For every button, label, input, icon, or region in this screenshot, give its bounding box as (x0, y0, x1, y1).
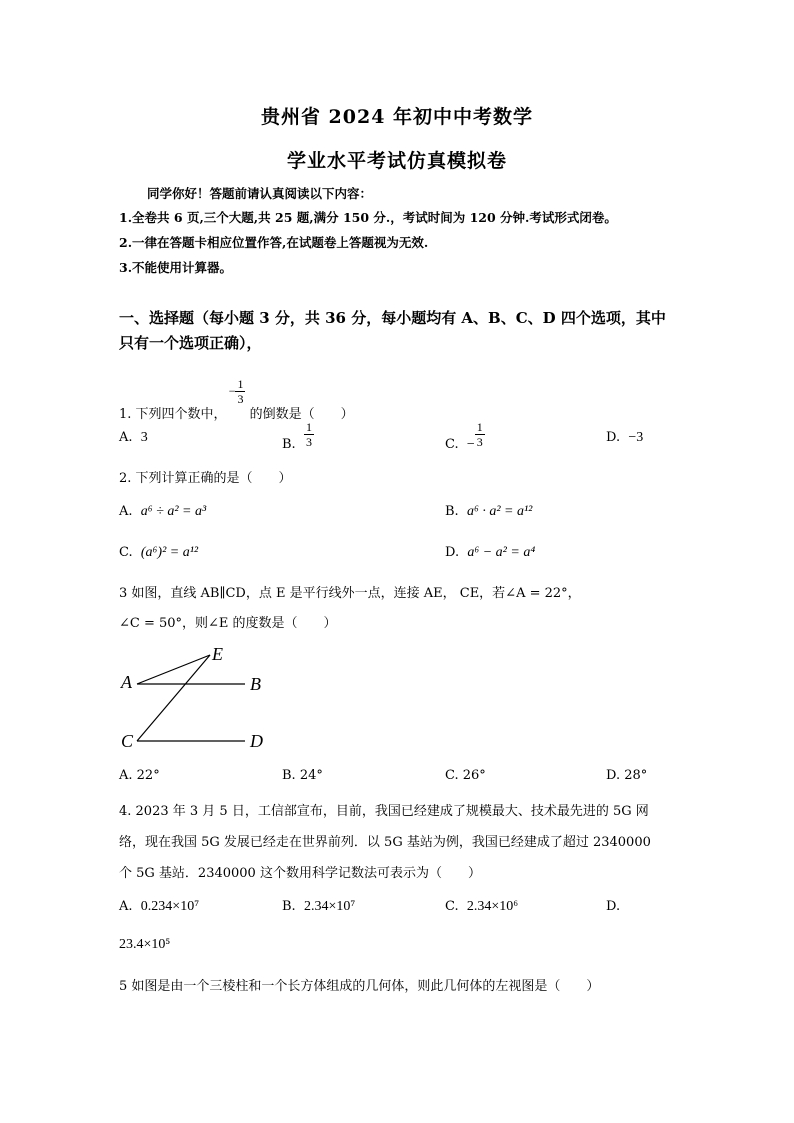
question-4-stem-line3: 个 5G 基站．2340000 这个数用科学记数法可表示为（ ） (119, 866, 481, 881)
q4-option-b-label: B. (282, 899, 296, 914)
q1-option-d-value: −3 (628, 430, 644, 445)
question-4-stem-line2: 络，现在我国 5G 发展已经走在世界前列．以 5G 基站为例，我国已经建成了超过 2340000 (119, 835, 651, 850)
notes-item-1: 1.全卷共 6 页,三个大题,共 25 题,满分 150 分.，考试时间为 120 分钟.考试形式闭卷。 (119, 210, 617, 225)
q1-option-a-value: 3 (140, 430, 148, 445)
q1-option-c (445, 420, 485, 452)
notes-item-3: 3.不能使用计算器。 (119, 260, 233, 275)
q1-b-den: 3 (305, 435, 312, 449)
q1-option-a (119, 430, 148, 446)
q3-option-b: B. 24° (282, 768, 323, 783)
q4-option-d-label: D. (606, 899, 621, 914)
q1-option-b (282, 420, 314, 452)
q4-option-c (445, 899, 518, 915)
q1-prefix: 1. 下列四个数中， (119, 407, 227, 422)
q2-option-d-label: D. (445, 545, 460, 560)
q1-fraction (235, 377, 245, 406)
question-4-stem-line1: 4. 2023 年 3 月 5 日，工信部宣布，目前，我国已经建成了规模最大、技术最先进的 5G 网 (119, 804, 649, 819)
q4-option-d-value: 23.4×10⁵ (119, 937, 171, 952)
question-3-stem-line1: 3 如图，直线 AB∥CD，点 E 是平行线外一点，连接 AE， CE，若∠A = 22°， (119, 586, 581, 601)
q2-option-c-label: C. (119, 545, 133, 560)
notes-item-2: 2.一律在答题卡相应位置作答,在试题卷上答题视为无效. (119, 235, 429, 250)
q3-parallel-lines-figure (110, 640, 280, 760)
q1-option-d (606, 430, 643, 446)
q1-c-num: 1 (476, 420, 483, 434)
q1-option-c-fraction (475, 420, 485, 449)
label-a: A (121, 672, 132, 692)
q3-option-d: D. 28° (606, 768, 648, 783)
question-1-stem (119, 377, 356, 422)
label-b: B (250, 674, 261, 694)
q1-c-den: 3 (476, 435, 483, 449)
q2-option-b (445, 504, 532, 520)
section-heading-line1: 一、选择题（每小题 3 分，共 36 分，每小题均有 A、B、C、D 四个选项，其中 (119, 309, 666, 327)
q2-option-d-expr: a⁶ − a² = a⁴ (467, 545, 536, 560)
exam-subtitle: 学业水平考试仿真模拟卷 (286, 150, 507, 172)
label-c: C (121, 731, 134, 751)
q1-option-b-fraction (304, 420, 314, 449)
q1-option-a-label: A. (119, 430, 133, 445)
label-e: E (212, 644, 223, 664)
q1-option-b-label: B. (282, 437, 296, 452)
line-ce (137, 655, 210, 741)
q1-option-c-label: C. (445, 437, 459, 452)
q2-option-b-expr: a⁶ · a² = a¹² (466, 504, 533, 519)
q1-option-d-label: D. (606, 430, 621, 445)
q4-option-c-label: C. (445, 899, 459, 914)
line-ae (137, 655, 210, 684)
q3-option-c: C. 26° (445, 768, 486, 783)
q2-option-c-expr: (a⁶)² = a¹² (140, 545, 199, 560)
q1-b-num: 1 (305, 420, 312, 434)
q4-option-a (119, 899, 199, 915)
q1-frac-den: 3 (237, 392, 244, 406)
section-heading-line2: 只有一个选项正确）， (119, 334, 262, 352)
q4-option-b-expr: 2.34×10⁷ (303, 899, 356, 914)
q2-option-a-expr: a⁶ ÷ a² = a³ (140, 504, 207, 519)
q4-option-c-expr: 2.34×10⁶ (466, 899, 519, 914)
q3-option-a: A. 22° (119, 768, 160, 783)
q4-option-b (282, 899, 355, 915)
question-3-stem-line2: ∠C = 50°，则∠E 的度数是（ ） (119, 616, 337, 631)
q4-option-a-expr: 0.234×10⁷ (140, 899, 200, 914)
q2-option-d (445, 545, 535, 561)
q1-c-sign: − (466, 437, 475, 452)
question-5-stem: 5 如图是由一个三棱柱和一个长方体组成的几何体，则此几何体的左视图是（ ） (119, 979, 600, 994)
label-d: D (250, 731, 263, 751)
exam-title: 贵州省 2024 年初中中考数学 (260, 106, 534, 128)
q1-frac-sign: − (228, 384, 236, 398)
q2-option-a (119, 504, 206, 520)
q2-option-c (119, 545, 198, 561)
question-2-stem: 2. 下列计算正确的是（ ） (119, 471, 292, 486)
q4-option-a-label: A. (119, 899, 133, 914)
q2-option-b-label: B. (445, 504, 459, 519)
q1-suffix: 的倒数是（ ） (249, 407, 354, 422)
notes-greeting: 同学你好！答题前请认真阅读以下内容： (147, 186, 373, 201)
q4-option-d-expr (119, 937, 170, 953)
q2-option-a-label: A. (119, 504, 133, 519)
q1-frac-num: 1 (237, 377, 244, 391)
